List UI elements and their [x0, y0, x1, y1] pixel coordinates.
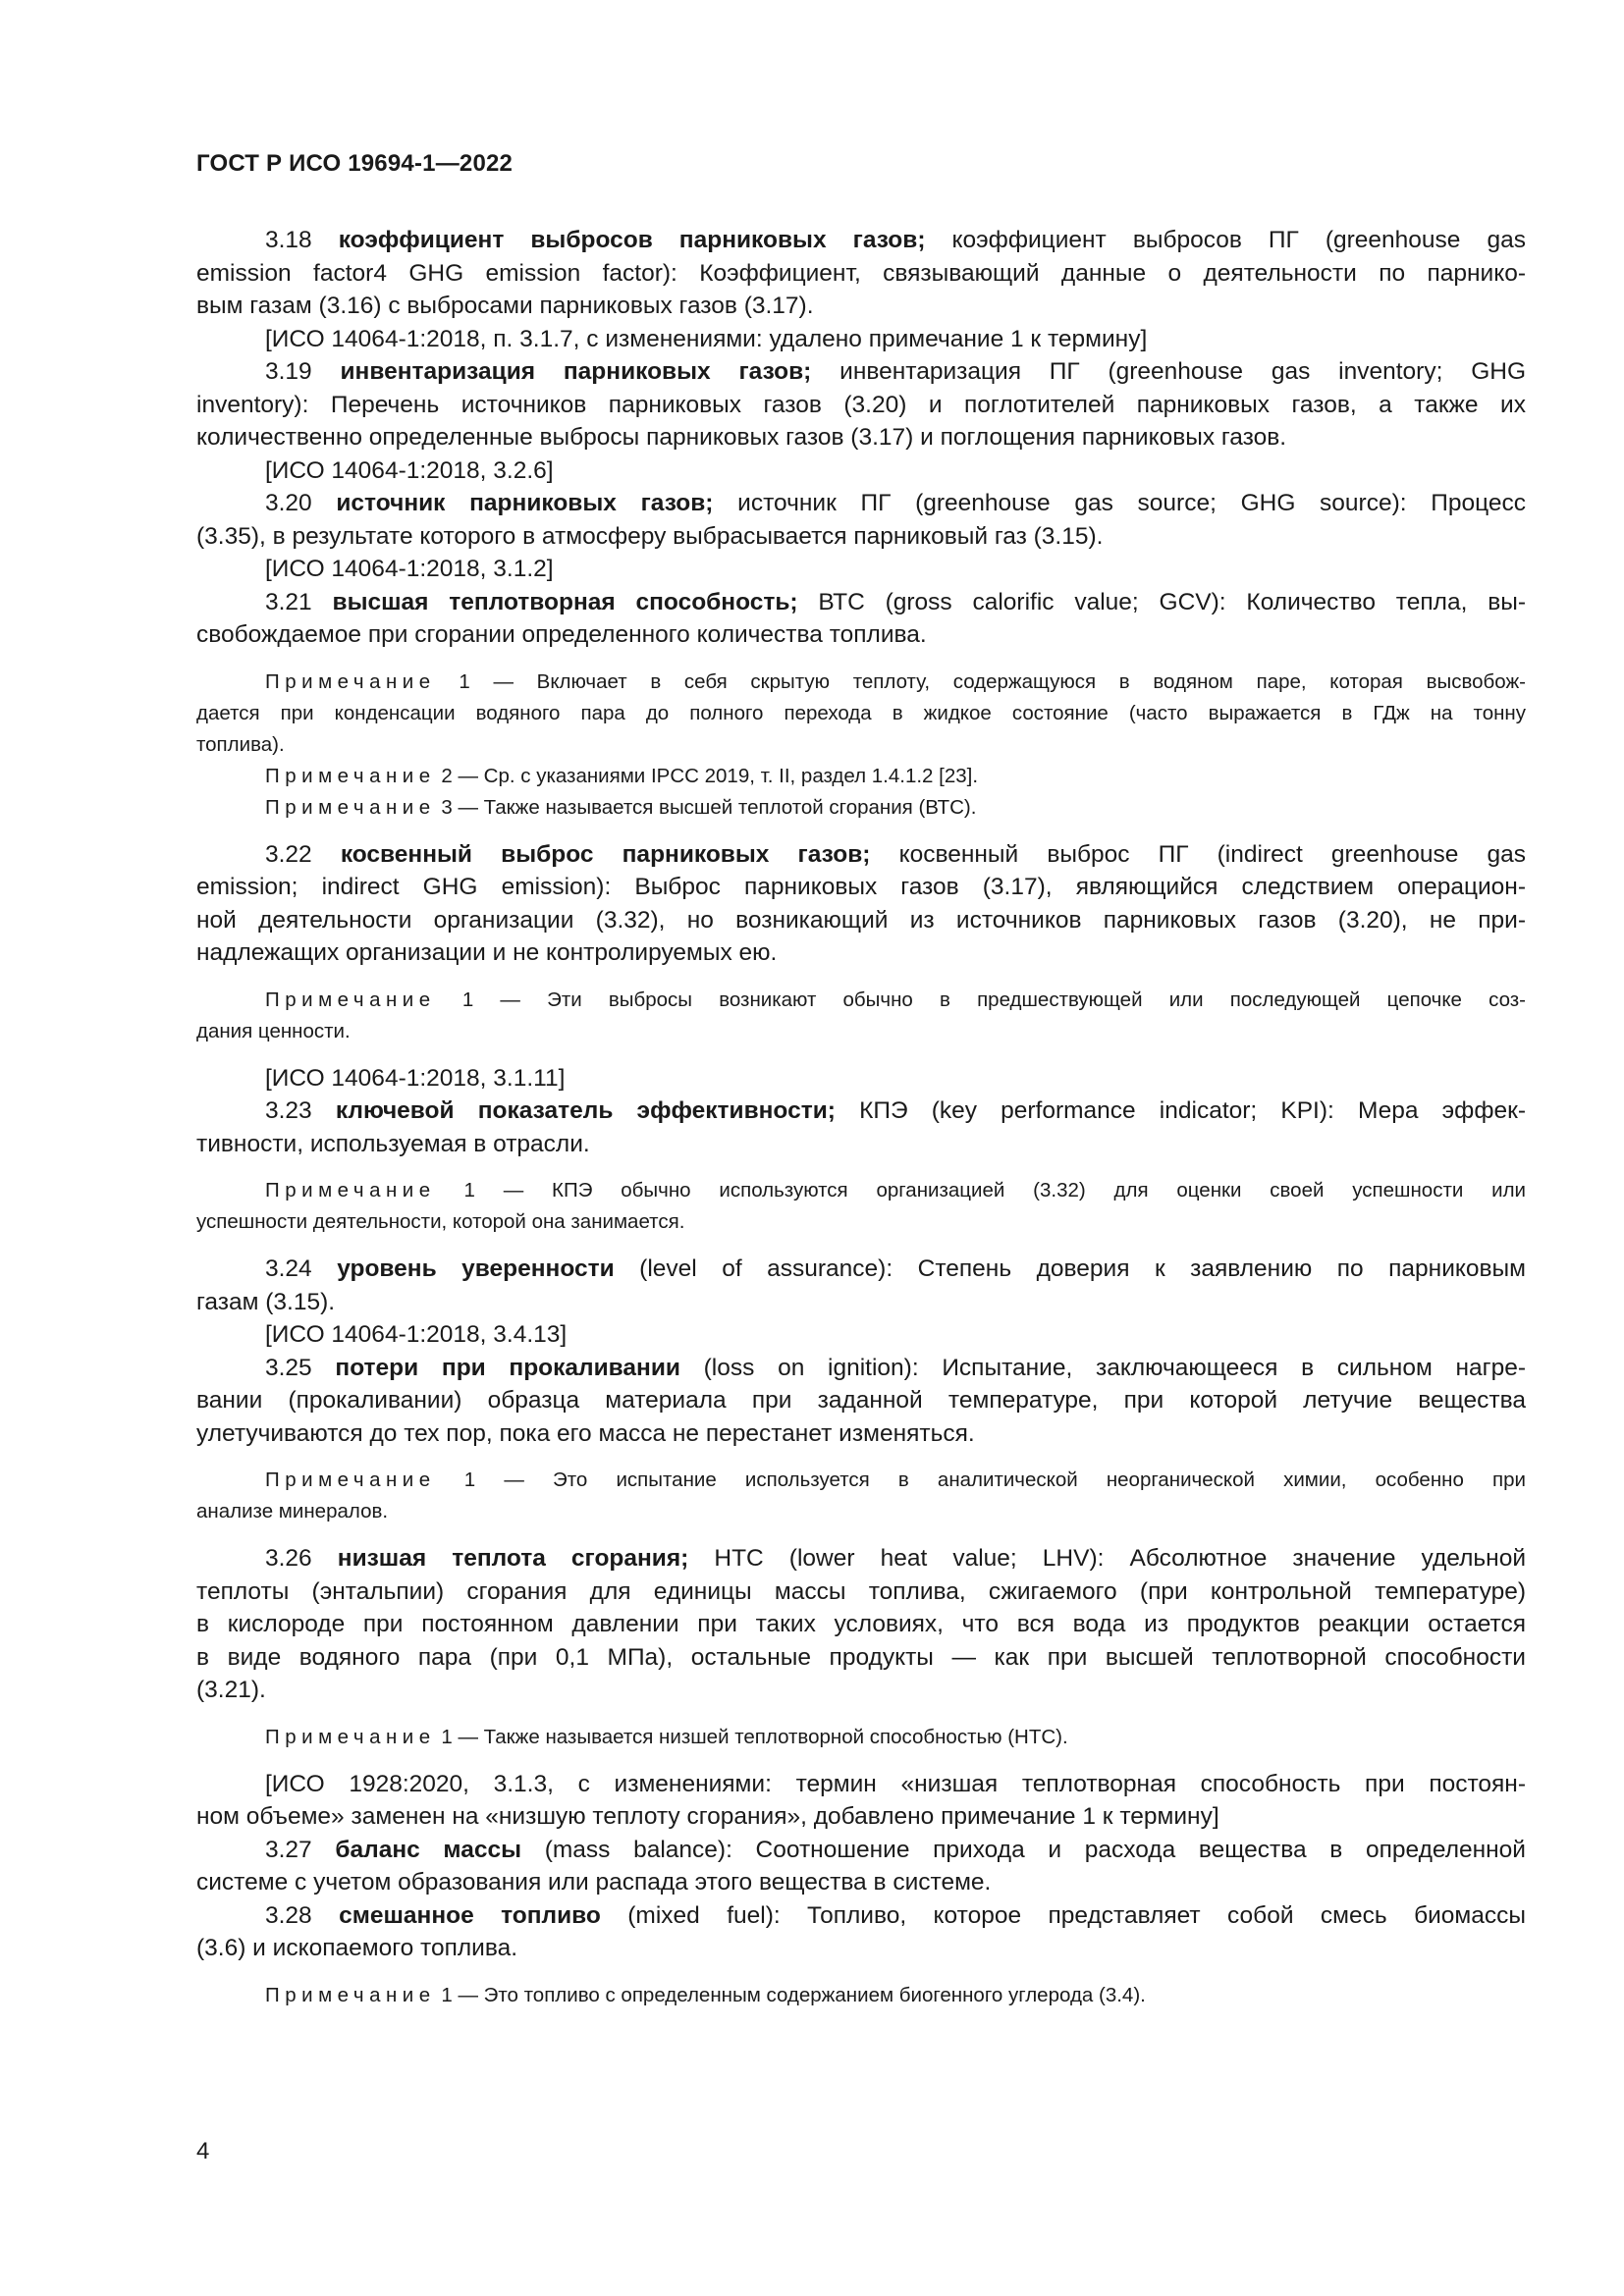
- text-line: [196, 224, 1526, 257]
- line-text: emission factor4 GHG emission factor): Коэффициент, связывающий данные о деятельности по парнико-: [196, 259, 1526, 287]
- text-line: [196, 1542, 1526, 1575]
- line-text: вым газам (3.16) с выбросами парниковых газов (3.17).: [196, 293, 814, 319]
- text-line: [196, 1575, 1526, 1609]
- line-text: [ИСО 14064-1:2018, 3.2.6]: [265, 456, 554, 484]
- term-number: 3.28: [265, 1901, 340, 1929]
- line-text: [ИСО 14064-1:2018, п. 3.1.7, с изменениями: удалено примечание 1 к термину]: [265, 325, 1148, 352]
- line-text: (3.6) и ископаемого топлива.: [196, 1935, 518, 1961]
- line-text: НТС (lower heat value; LHV): Абсолютное значение удельной: [688, 1545, 1526, 1572]
- line-text: [ИСО 1928:2020, 3.1.3, с изменениями: термин «низшая теплотворная способность при постоян-: [265, 1770, 1526, 1797]
- text-line: [196, 1318, 1526, 1352]
- text-line: [196, 698, 1526, 729]
- text-line: [196, 1980, 1526, 2011]
- line-text: — Эти выбросы возникают обычно в предшествующей или последующей цепочке соз-: [473, 988, 1526, 1011]
- line-text: инвентаризация ПГ (greenhouse gas inventory; GHG: [811, 358, 1526, 385]
- line-text: — Включает в себя скрытую теплоту, содержащуюся в водяном паре, которая высвобож-: [469, 669, 1526, 693]
- line-text: свобождаемое при сгорании определенного количества топлива.: [196, 621, 927, 648]
- term-number: 3.25: [265, 1354, 336, 1381]
- note-n326: [196, 1722, 1526, 1753]
- note-number: 1: [435, 669, 470, 693]
- text-line: [196, 389, 1526, 422]
- term-entry-t325: [196, 1352, 1526, 1451]
- note-n321b: [196, 761, 1526, 792]
- line-text: inventory): Перечень источников парниковых газов (3.20) и поглотителей парниковых газов, а также их: [196, 391, 1526, 418]
- term-name: ключевой показатель эффективности;: [335, 1097, 836, 1124]
- note-number: 1: [435, 988, 474, 1011]
- text-line: [196, 985, 1526, 1016]
- term-name: высшая теплотворная способность;: [332, 588, 798, 615]
- text-line: [196, 1095, 1526, 1128]
- term-name: источник парниковых газов;: [336, 490, 714, 516]
- text-line: [196, 1641, 1526, 1675]
- term-name: смешанное топливо: [339, 1901, 601, 1929]
- line-text: косвенный выброс ПГ (indirect greenhouse gas: [870, 840, 1526, 868]
- text-line: [196, 355, 1526, 389]
- text-line: [196, 323, 1526, 356]
- line-text: количественно определенные выбросы парниковых газов (3.17) и поглощения парниковых газов.: [196, 424, 1287, 451]
- line-text: вании (прокаливании) образца материала при заданной температуре, при которой летучие вещества: [196, 1387, 1526, 1414]
- line-text: надлежащих организации и не контролируемых ею.: [196, 939, 778, 966]
- source-ref-s319: [196, 454, 1526, 488]
- note-n321a: [196, 667, 1526, 761]
- line-text: топлива).: [196, 732, 285, 756]
- term-name: низшая теплота сгорания;: [337, 1545, 689, 1572]
- text-line: [196, 1016, 1526, 1047]
- note-label: Примечание: [265, 1983, 436, 2006]
- note-n328: [196, 1980, 1526, 2011]
- term-name: коэффициент выбросов парниковых газов;: [338, 227, 926, 253]
- note-label: Примечание: [265, 1725, 436, 1748]
- text-line: [196, 1206, 1526, 1238]
- text-line: [196, 586, 1526, 619]
- text-line: [196, 1417, 1526, 1451]
- text-line: [196, 1899, 1526, 1933]
- term-entry-t327: [196, 1834, 1526, 1899]
- text-line: [196, 1384, 1526, 1417]
- line-text: ном объеме» заменен на «низшую теплоту сгорания», добавлено примечание 1 к термину]: [196, 1803, 1219, 1830]
- line-text: — Ср. с указаниями IPCC 2019, т. II, раздел 1.4.1.2 [23].: [452, 764, 979, 787]
- text-line: [196, 290, 1526, 323]
- term-entry-t320: [196, 487, 1526, 553]
- term-entry-t324: [196, 1253, 1526, 1318]
- text-line: [196, 936, 1526, 970]
- term-entry-t328: [196, 1899, 1526, 1965]
- text-line: [196, 1866, 1526, 1899]
- term-entry-t322: [196, 838, 1526, 970]
- term-number: 3.19: [265, 358, 341, 385]
- line-text: (3.21).: [196, 1677, 266, 1703]
- text-line: [196, 1465, 1526, 1496]
- line-text: — КПЭ обычно используются организацией (3.32) для оценки своей успешности или: [474, 1179, 1526, 1201]
- text-line: [196, 904, 1526, 937]
- term-number: 3.23: [265, 1097, 336, 1124]
- note-number: 1: [435, 1983, 453, 2006]
- term-entry-t318: [196, 224, 1526, 323]
- line-text: дается при конденсации водяного пара до полного перехода в жидкое состояние (часто выражается в ГДж на тонну: [196, 701, 1526, 724]
- term-name: косвенный выброс парниковых газов;: [340, 840, 871, 868]
- text-line: [196, 667, 1526, 698]
- source-ref-s326: [196, 1768, 1526, 1834]
- source-ref-s320: [196, 553, 1526, 586]
- term-name: баланс массы: [335, 1836, 522, 1863]
- line-text: — Это испытание используется в аналитической неорганической химии, особенно при: [475, 1468, 1526, 1491]
- line-text: [ИСО 14064-1:2018, 3.1.11]: [265, 1064, 566, 1092]
- term-number: 3.18: [265, 227, 339, 253]
- text-line: [196, 618, 1526, 652]
- text-line: [196, 1722, 1526, 1753]
- line-text: газам (3.15).: [196, 1288, 336, 1315]
- note-number: 1: [435, 1725, 453, 1748]
- source-ref-s324: [196, 1318, 1526, 1352]
- line-text: в виде водяного пара (при 0,1 МПа), остальные продукты — как при высшей теплотворной способности: [196, 1643, 1526, 1671]
- text-line: [196, 1674, 1526, 1707]
- note-n322: [196, 985, 1526, 1047]
- text-line: [196, 1175, 1526, 1206]
- text-line: [196, 1286, 1526, 1319]
- term-entry-t323: [196, 1095, 1526, 1160]
- text-line: [196, 1800, 1526, 1834]
- note-number: 1: [435, 1179, 475, 1201]
- note-n323: [196, 1175, 1526, 1238]
- text-line: [196, 761, 1526, 792]
- line-text: тивности, используемая в отрасли.: [196, 1130, 590, 1157]
- note-n321c: [196, 792, 1526, 824]
- note-number: 2: [435, 764, 453, 787]
- term-name: инвентаризация парниковых газов;: [340, 358, 812, 385]
- text-line: [196, 838, 1526, 872]
- term-number: 3.26: [265, 1545, 338, 1572]
- term-name: потери при прокаливании: [335, 1354, 680, 1381]
- text-line: [196, 487, 1526, 520]
- source-ref-s318: [196, 323, 1526, 356]
- document-body: [196, 224, 1526, 2011]
- term-entry-t319: [196, 355, 1526, 454]
- term-number: 3.27: [265, 1836, 336, 1863]
- line-text: — Это топливо с определенным содержанием биогенного углерода (3.4).: [452, 1983, 1146, 2006]
- note-n325: [196, 1465, 1526, 1527]
- line-text: — Также называется высшей теплотой сгорания (ВТС).: [452, 795, 977, 819]
- text-line: [196, 729, 1526, 761]
- text-line: [196, 421, 1526, 454]
- line-text: дания ценности.: [196, 1019, 351, 1042]
- line-text: КПЭ (key performance indicator; KPI): Мера эффек-: [835, 1097, 1526, 1124]
- note-label: Примечание: [265, 669, 436, 693]
- term-number: 3.20: [265, 490, 337, 516]
- line-text: ВТС (gross calorific value; GCV): Количество тепла, вы-: [797, 588, 1526, 615]
- text-line: [196, 257, 1526, 291]
- text-line: [196, 1932, 1526, 1965]
- line-text: [ИСО 14064-1:2018, 3.1.2]: [265, 556, 554, 582]
- term-number: 3.21: [265, 588, 333, 615]
- note-label: Примечание: [265, 988, 436, 1011]
- note-label: Примечание: [265, 1468, 436, 1491]
- text-line: [196, 871, 1526, 904]
- line-text: [ИСО 14064-1:2018, 3.4.13]: [265, 1321, 568, 1348]
- line-text: ной деятельности организации (3.32), но возникающий из источников парниковых газов (3.20), не при-: [196, 906, 1526, 934]
- term-number: 3.22: [265, 840, 341, 868]
- text-line: [196, 1253, 1526, 1286]
- text-line: [196, 1834, 1526, 1867]
- line-text: теплоты (энтальпии) сгорания для единицы массы топлива, сжигаемого (при контрольной температуре): [196, 1577, 1526, 1605]
- line-text: коэффициент выбросов ПГ (greenhouse gas: [925, 227, 1526, 253]
- note-number: 1: [435, 1468, 476, 1491]
- line-text: (loss on ignition): Испытание, заключающееся в сильном нагре-: [679, 1354, 1526, 1381]
- text-line: [196, 1496, 1526, 1527]
- term-entry-t321: [196, 586, 1526, 652]
- text-line: [196, 454, 1526, 488]
- note-label: Примечание: [265, 764, 436, 787]
- line-text: (3.35), в результате которого в атмосферу выбрасывается парниковый газ (3.15).: [196, 522, 1104, 550]
- text-line: [196, 1062, 1526, 1095]
- page-number: 4: [196, 2138, 210, 2164]
- note-label: Примечание: [265, 795, 436, 819]
- line-text: источник ПГ (greenhouse gas source; GHG source): Процесс: [713, 490, 1526, 516]
- line-text: успешности деятельности, которой она занимается.: [196, 1210, 685, 1233]
- text-line: [196, 1768, 1526, 1801]
- term-entry-t326: [196, 1542, 1526, 1707]
- text-line: [196, 1608, 1526, 1641]
- source-ref-s322: [196, 1062, 1526, 1095]
- text-line: [196, 1128, 1526, 1161]
- line-text: (level of assurance): Степень доверия к заявлению по парниковым: [614, 1255, 1526, 1282]
- line-text: (mass balance): Соотношение прихода и расхода вещества в определенной: [521, 1836, 1526, 1863]
- text-line: [196, 520, 1526, 554]
- line-text: emission; indirect GHG emission): Выброс парниковых газов (3.17), являющийся следствием операцион-: [196, 874, 1526, 900]
- line-text: анализе минералов.: [196, 1500, 389, 1522]
- text-line: [196, 792, 1526, 824]
- text-line: [196, 1352, 1526, 1385]
- term-number: 3.24: [265, 1255, 338, 1282]
- note-number: 3: [435, 795, 453, 819]
- line-text: улетучиваются до тех пор, пока его масса не перестанет изменяться.: [196, 1419, 975, 1447]
- text-line: [196, 553, 1526, 586]
- document-header: ГОСТ Р ИСО 19694-1—2022: [196, 150, 514, 177]
- line-text: системе с учетом образования или распада этого вещества в системе.: [196, 1869, 992, 1896]
- line-text: в кислороде при постоянном давлении при таких условиях, что вся вода из продуктов реакции остается: [196, 1611, 1526, 1637]
- term-name: уровень уверенности: [337, 1255, 615, 1282]
- note-label: Примечание: [265, 1179, 436, 1201]
- line-text: (mixed fuel): Топливо, которое представляет собой смесь биомассы: [600, 1901, 1526, 1929]
- line-text: — Также называется низшей теплотворной способностью (НТС).: [452, 1725, 1068, 1748]
